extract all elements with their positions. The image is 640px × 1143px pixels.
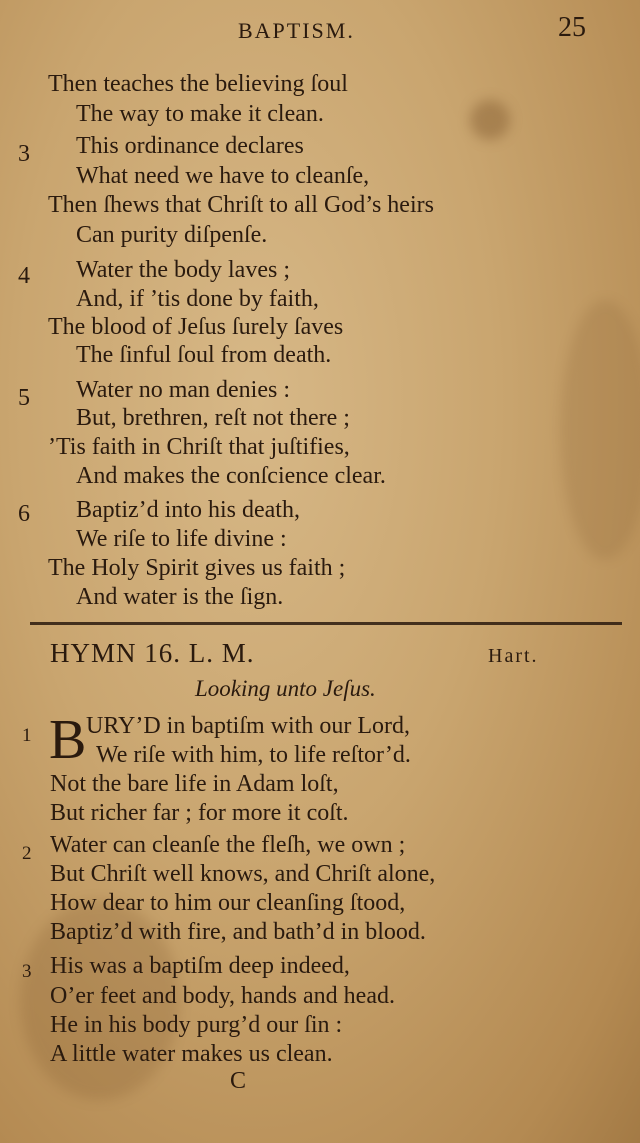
verse-line: Then ſhews that Chriſt to all God’s heirs xyxy=(48,192,434,218)
verse-line: Baptiz’d with fire, and bath’d in blood. xyxy=(50,919,426,945)
verse-line: And water is the ſign. xyxy=(76,584,284,610)
verse-line: What need we have to cleanſe, xyxy=(76,163,370,189)
verse-line: The Holy Spirit gives us faith ; xyxy=(48,555,346,581)
verse-number: 1 xyxy=(22,725,32,746)
paper-stain xyxy=(560,300,640,560)
verse-line: Not the bare life in Adam loſt, xyxy=(50,771,339,797)
verse-line: But Chriſt well knows, and Chriſt alone, xyxy=(50,861,436,887)
verse-line: URY’D in baptiſm with our Lord, xyxy=(86,713,410,739)
verse-line: A little water makes us clean. xyxy=(50,1041,333,1067)
verse-line: We riſe with him, to life reſtor’d. xyxy=(96,742,411,768)
signature-mark: C xyxy=(230,1068,247,1094)
verse-line: Water the body laves ; xyxy=(76,257,290,283)
verse-line: And, if ’tis done by faith, xyxy=(76,286,319,312)
verse-number: 6 xyxy=(18,501,30,527)
verse-line: And makes the conſcience clear. xyxy=(76,463,386,489)
verse-line: His was a baptiſm deep indeed, xyxy=(50,953,350,979)
verse-line: How dear to him our cleanſing ſtood, xyxy=(50,890,406,916)
verse-line: We riſe to life divine : xyxy=(76,526,287,552)
verse-line: The ſinful ſoul from death. xyxy=(76,342,332,368)
verse-number: 4 xyxy=(18,263,30,289)
verse-line: Baptiz’d into his death, xyxy=(76,497,300,523)
page-number: 25 xyxy=(558,12,586,43)
verse-line: He in his body purg’d our ſin : xyxy=(50,1012,343,1038)
verse-number: 3 xyxy=(18,141,30,167)
verse-line: But, brethren, reſt not there ; xyxy=(76,405,350,431)
running-header: BAPTISM. xyxy=(238,18,355,43)
verse-line: This ordinance declares xyxy=(76,133,304,159)
verse-line: Water can cleanſe the fleſh, we own ; xyxy=(50,832,406,858)
verse-number: 2 xyxy=(22,843,32,864)
verse-line: O’er feet and body, hands and head. xyxy=(50,983,395,1009)
paper-stain xyxy=(470,100,510,140)
verse-number: 5 xyxy=(18,385,30,411)
hymn-title: HYMN 16. L. M. xyxy=(50,638,255,668)
verse-number: 3 xyxy=(22,961,32,982)
verse-line: The blood of Jeſus ſurely ſaves xyxy=(48,314,344,340)
verse-line: Water no man denies : xyxy=(76,377,290,403)
hymn-author: Hart. xyxy=(488,645,539,667)
section-divider xyxy=(30,622,622,625)
verse-line: ’Tis faith in Chriſt that juſtifies, xyxy=(48,434,350,460)
verse-line: Can purity diſpenſe. xyxy=(76,222,268,248)
verse-line: The way to make it clean. xyxy=(76,101,324,127)
drop-cap: B xyxy=(49,709,87,771)
verse-line: But richer far ; for more it coſt. xyxy=(50,800,349,826)
hymn-subtitle: Looking unto Jeſus. xyxy=(195,676,376,701)
verse-line: Then teaches the believing ſoul xyxy=(48,71,348,97)
